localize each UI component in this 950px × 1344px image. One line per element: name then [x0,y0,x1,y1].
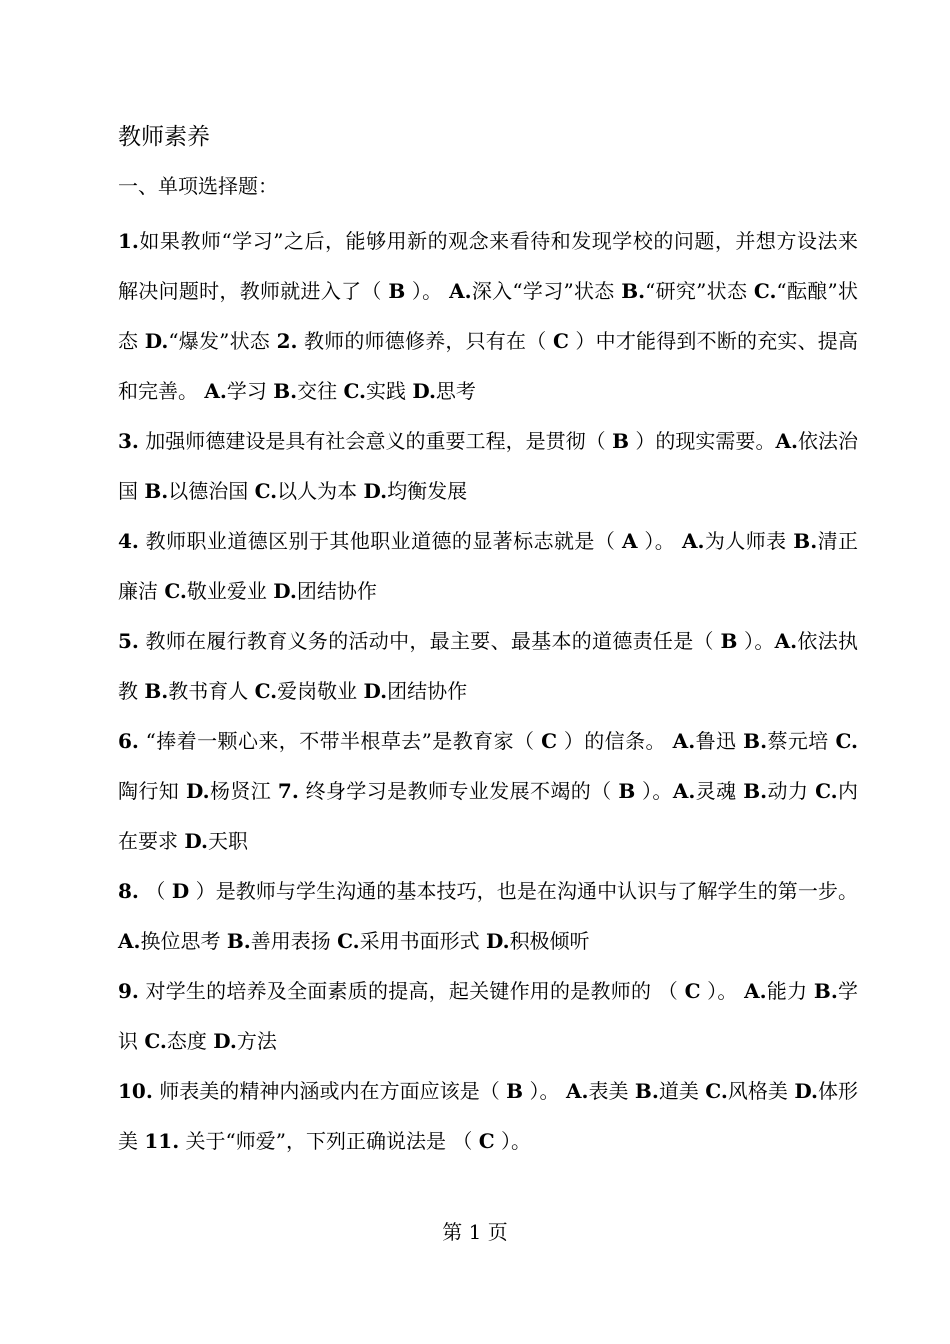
option-letter: B. [743,729,768,753]
option-letter: B. [813,979,838,1003]
option-text: 交往 [297,379,344,403]
option-letter: C. [815,779,838,803]
question-paragraph [118,616,858,716]
option-letter: D. [185,779,210,803]
answer-key: D [171,879,190,903]
option-letter: D. [412,379,436,403]
question-stem-end: ）的现实需要。 [628,429,776,453]
question-stem-end: ）的信条。 [557,729,673,753]
page-footer: 第 1 页 [442,1220,508,1244]
option-letter: D. [794,1079,818,1103]
question-number: 1. [118,229,139,253]
option-text: 陶行知 [118,779,186,803]
option-text: 蔡元培 [767,729,836,753]
option-letter: C. [705,1079,728,1103]
option-letter: D. [485,929,510,953]
option-text: “酝酿”状态 [118,279,859,353]
question-list [118,216,858,1166]
option-text: 依法执教 [118,629,859,703]
answer-key: B [506,1079,524,1103]
question-stem: 关于“师爱”，下列正确说法是 （ [179,1129,479,1153]
answer-key: C [684,979,701,1003]
option-text: 能力 [766,979,814,1003]
option-letter: C. [254,479,278,503]
option-text: 为人师表 [704,529,794,553]
question-paragraph [118,866,858,966]
question-stem-end: ）。 [700,979,745,1003]
answer-key: A [622,529,638,553]
question-number: 2. [276,329,298,353]
option-text: 清正廉洁 [118,529,859,603]
question-stem-end: ）。 [523,1079,566,1103]
option-letter: B. [743,779,768,803]
option-text: 均衡发展 [387,479,468,503]
option-text: 风格美 [727,1079,795,1103]
question-number: 3. [118,429,139,453]
option-text: 动力 [767,779,816,803]
question-stem-end: ）。 [637,529,682,553]
option-letter: D. [144,329,169,353]
question-number: 11. [144,1129,180,1153]
question-number: 10. [118,1079,153,1103]
question-number: 7. [277,779,299,803]
option-letter: A. [775,429,798,453]
question-stem-end: ）。 [405,279,450,303]
option-text: 采用书面形式 [359,929,486,953]
question-stem: 师表美的精神内涵或内在方面应该是（ [152,1079,507,1103]
answer-key: B [612,429,629,453]
question-stem-end: ）。 [737,629,775,653]
option-letter: D. [213,1029,237,1053]
question-number: 6. [118,729,139,753]
question-number: 9. [118,979,139,1003]
option-letter: B. [144,479,169,503]
question-stem-end: ）中才能得到不断的充实、提高和完善。 [118,329,859,403]
question-paragraph [118,1066,858,1166]
option-text: 杨贤江 [209,779,278,803]
answer-key: B [388,279,406,303]
option-text: 团结协作 [387,679,468,703]
option-text: 敬业爱业 [186,579,274,603]
option-text: 鲁迅 [695,729,744,753]
option-letter: A. [204,379,227,403]
option-text: 态度 [166,1029,214,1053]
option-letter: D. [184,829,208,853]
answer-key: C [552,329,569,353]
option-letter: C. [254,679,278,703]
option-text: 依法治国 [118,429,859,503]
option-text: 体形美 [118,1079,859,1153]
question-stem-end: ）。 [635,779,673,803]
option-text: 表美 [588,1079,635,1103]
option-letter: B. [144,679,169,703]
option-text: 思考 [435,379,476,403]
question-stem: 加强师德建设是具有社会意义的重要工程，是贯彻（ [138,429,613,453]
option-letter: A. [449,279,472,303]
question-stem: 对学生的培养及全面素质的提高，起关键作用的是教师的 （ [138,979,685,1003]
option-text: 教书育人 [168,679,255,703]
option-letter: C. [343,379,366,403]
option-letter: B. [793,529,818,553]
option-text: 学习 [226,379,274,403]
option-text: “研究”状态 [645,279,754,303]
question-stem-end: ）。 [494,1129,531,1153]
answer-key: B [720,629,738,653]
option-text: 换位思考 [140,929,227,953]
option-letter: B. [621,279,646,303]
option-text: 道美 [658,1079,706,1103]
option-text: 善用表扬 [250,929,338,953]
option-text: 以德治国 [168,479,255,503]
option-text: 团结协作 [296,579,377,603]
question-stem: 教师的师德修养，只有在（ [297,329,553,353]
question-number: 8. [118,879,139,903]
question-stem-end: ）是教师与学生沟通的基本技巧，也是在沟通中认识与了解学生的第一步。 [189,879,859,903]
answer-key: C [541,729,558,753]
option-letter: B. [634,1079,659,1103]
question-stem: 教师在履行教育义务的活动中，最主要、最基本的道德责任是（ [138,629,721,653]
question-stem: 终身学习是教师专业发展不竭的（ [298,779,619,803]
answer-key: C [478,1129,495,1153]
option-letter: C. [144,1029,167,1053]
option-text: 爱岗敬业 [277,679,364,703]
option-text: “爆发”状态 [168,329,277,353]
question-stem: （ [138,879,172,903]
option-letter: C. [753,279,777,303]
question-number: 4. [118,529,139,553]
option-letter: A. [681,529,705,553]
question-stem: 如果教师“学习”之后，能够用新的观念来看待和发现学校的问题，并想方设法来解决问题时，教师就进入了（ [118,229,858,303]
option-letter: B. [273,379,298,403]
option-text: 积极倾听 [509,929,590,953]
question-number: 5. [118,629,139,653]
option-letter: C. [337,929,360,953]
question-paragraph [118,716,858,866]
option-letter: C. [835,729,858,753]
option-text: 天职 [207,829,248,853]
option-text: 以人为本 [277,479,364,503]
option-letter: A. [118,929,141,953]
option-text: 深入“学习”状态 [471,279,622,303]
option-text: 内在要求 [118,779,859,853]
option-letter: D. [273,579,297,603]
option-letter: D. [363,479,388,503]
option-letter: A. [672,779,696,803]
option-text: 学识 [118,979,859,1053]
option-text: 方法 [236,1029,277,1053]
question-stem: “捧着一颗心来，不带半根草去”是教育家（ [138,729,542,753]
question-stem: 教师职业道德区别于其他职业道德的显著标志就是（ [138,529,623,553]
option-letter: A. [774,629,798,653]
option-text: 灵魂 [695,779,744,803]
section-heading: 一、单项选择题： [118,174,278,198]
option-text: 实践 [365,379,413,403]
question-paragraph [118,966,858,1066]
option-letter: B. [226,929,251,953]
option-letter: C. [164,579,187,603]
option-letter: A. [672,729,696,753]
option-letter: A. [744,979,767,1003]
question-paragraph [118,516,858,616]
question-paragraph [118,416,858,516]
answer-key: B [618,779,636,803]
question-paragraph [118,216,858,416]
option-letter: D. [363,679,388,703]
page-title: 教师素养 [118,124,210,150]
option-letter: A. [565,1079,589,1103]
